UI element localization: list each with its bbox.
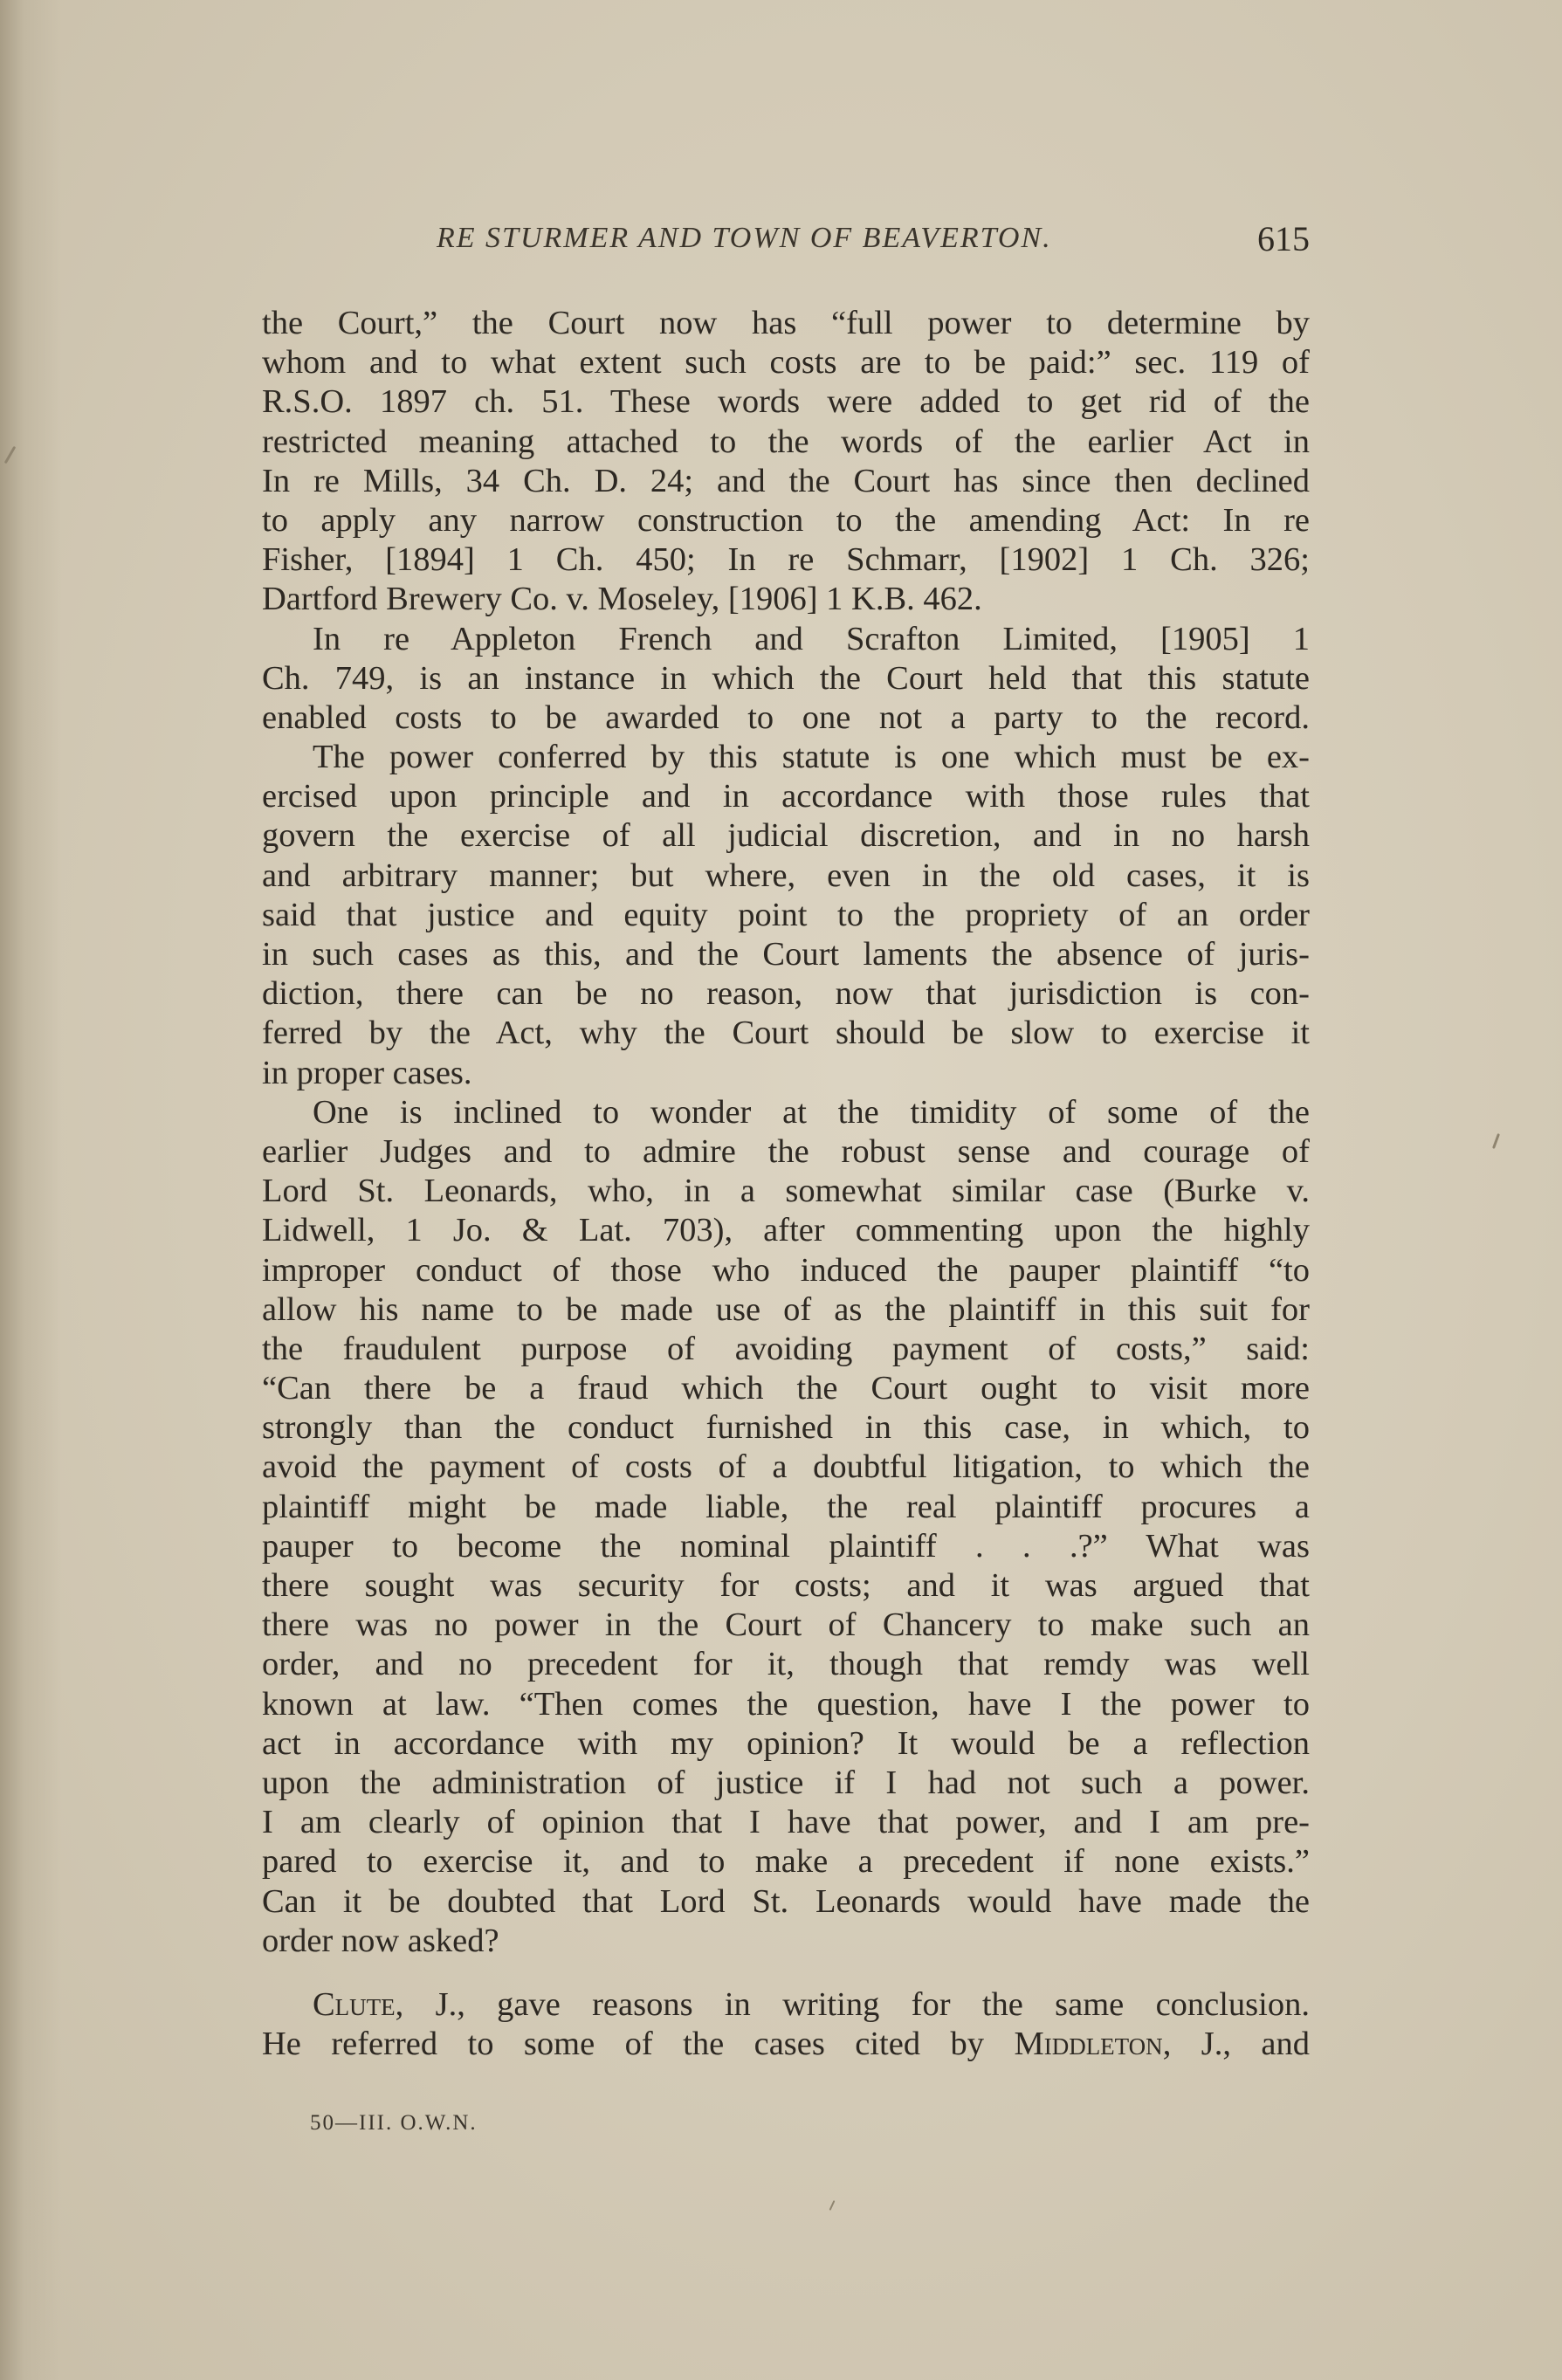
text-line: order, and no precedent for it, though that remdy was well bbox=[262, 1646, 1310, 1683]
text-line: plaintiff might be made liable, the real plaintiff procures a bbox=[262, 1488, 1310, 1525]
text-line: known at law. “Then comes the question, have I the power to bbox=[262, 1685, 1310, 1723]
text-line: strongly than the conduct furnished in this case, in which, to bbox=[262, 1409, 1310, 1447]
closing-text: , J., gave reasons in writing for the same conclusion. bbox=[395, 1985, 1310, 2023]
running-head bbox=[253, 218, 1310, 271]
text-line bbox=[262, 1985, 1310, 2025]
text-line: pared to exercise it, and to make a precedent if none exists.” bbox=[262, 1843, 1310, 1881]
text-line: diction, there can be no reason, now that jurisdiction is con- bbox=[262, 975, 1310, 1013]
cited-judge-name: Middleton bbox=[1014, 2026, 1163, 2063]
text-line: there was no power in the Court of Chancery to make such an bbox=[262, 1606, 1310, 1644]
text-line: In re Appleton French and Scrafton Limited, [1905] 1 bbox=[313, 620, 1310, 657]
page-number: 615 bbox=[1257, 219, 1310, 258]
text-line: in such cases as this, and the Court laments the absence of juris- bbox=[262, 936, 1310, 973]
text-line: avoid the payment of costs of a doubtful litigation, to which the bbox=[262, 1448, 1310, 1486]
running-title: RE STURMER AND TOWN OF BEAVERTON. bbox=[437, 222, 1052, 254]
text-line: improper conduct of those who induced the pauper plaintiff “to bbox=[262, 1251, 1310, 1289]
closing-text: He referred to some of the cases cited by bbox=[262, 2026, 1015, 2063]
judge-name: Clute bbox=[313, 1985, 396, 2023]
paper-speck bbox=[829, 2200, 836, 2211]
text-line: Fisher, [1894] 1 Ch. 450; In re Schmarr, [1902] 1 Ch. 326; bbox=[262, 541, 1310, 579]
text-line: govern the exercise of all judicial discretion, and in no harsh bbox=[262, 817, 1310, 855]
text-line: the Court,” the Court now has “full power to determine by bbox=[262, 305, 1310, 341]
text-line: pauper to become the nominal plaintiff . . .?” What was bbox=[262, 1527, 1310, 1565]
text-line: in proper cases. bbox=[262, 1054, 472, 1091]
signature-mark: 50—III. O.W.N. bbox=[310, 2111, 478, 2135]
text-line: earlier Judges and to admire the robust sense and courage of bbox=[262, 1132, 1310, 1170]
binding-shadow bbox=[0, 0, 61, 2380]
text-line: allow his name to be made use of as the plaintiff in this suit for bbox=[262, 1290, 1310, 1328]
text-line: “Can there be a fraud which the Court ought to visit more bbox=[262, 1370, 1310, 1407]
text-line: to apply any narrow construction to the amending Act: In re bbox=[262, 501, 1310, 539]
text-line: One is inclined to wonder at the timidity of some of the bbox=[313, 1093, 1310, 1131]
text-line: ercised upon principle and in accordance with those rules that bbox=[262, 778, 1310, 815]
text-line: said that justice and equity point to the propriety of an order bbox=[262, 896, 1310, 933]
text-line: enabled costs to be awarded to one not a party to the record. bbox=[262, 698, 1310, 736]
text-line: Ch. 749, is an instance in which the Court held that this statute bbox=[262, 659, 1310, 697]
text-line: order now asked? bbox=[262, 1922, 499, 1959]
closing-text: , J., and bbox=[1162, 2026, 1310, 2063]
paragraph-gap bbox=[262, 1961, 1310, 1985]
paper-speck bbox=[1492, 1133, 1500, 1149]
text-line: there sought was security for costs; and it was argued that bbox=[262, 1567, 1310, 1604]
text-line: Lord St. Leonards, who, in a somewhat similar case (Burke v. bbox=[262, 1173, 1310, 1210]
text-line: Lidwell, 1 Jo. & Lat. 703), after commenting upon the highly bbox=[262, 1212, 1310, 1249]
text-line: and arbitrary manner; but where, even in the old cases, it is bbox=[262, 856, 1310, 894]
text-line: R.S.O. 1897 ch. 51. These words were added to get rid of the bbox=[262, 383, 1310, 421]
text-line: I am clearly of opinion that I have that power, and I am pre- bbox=[262, 1804, 1310, 1841]
text-line: Dartford Brewery Co. v. Moseley, [1906] 1 K.B. 462. bbox=[262, 581, 982, 618]
text-line: ferred by the Act, why the Court should be slow to exercise it bbox=[262, 1015, 1310, 1052]
text-line: upon the administration of justice if I had not such a power. bbox=[262, 1764, 1310, 1801]
body-text bbox=[262, 304, 1310, 2064]
text-line: restricted meaning attached to the words of the earlier Act in bbox=[262, 423, 1310, 460]
text-line bbox=[262, 2025, 1310, 2064]
text-line: act in accordance with my opinion? It would be a reflection bbox=[262, 1724, 1310, 1762]
text-line: The power conferred by this statute is one which must be ex- bbox=[313, 739, 1310, 776]
text-line: the fraudulent purpose of avoiding payment of costs,” said: bbox=[262, 1330, 1310, 1367]
text-line: whom and to what extent such costs are to be paid:” sec. 119 of bbox=[262, 344, 1310, 382]
text-line: Can it be doubted that Lord St. Leonards would have made the bbox=[262, 1882, 1310, 1920]
text-line: In re Mills, 34 Ch. D. 24; and the Court has since then declined bbox=[262, 462, 1310, 499]
